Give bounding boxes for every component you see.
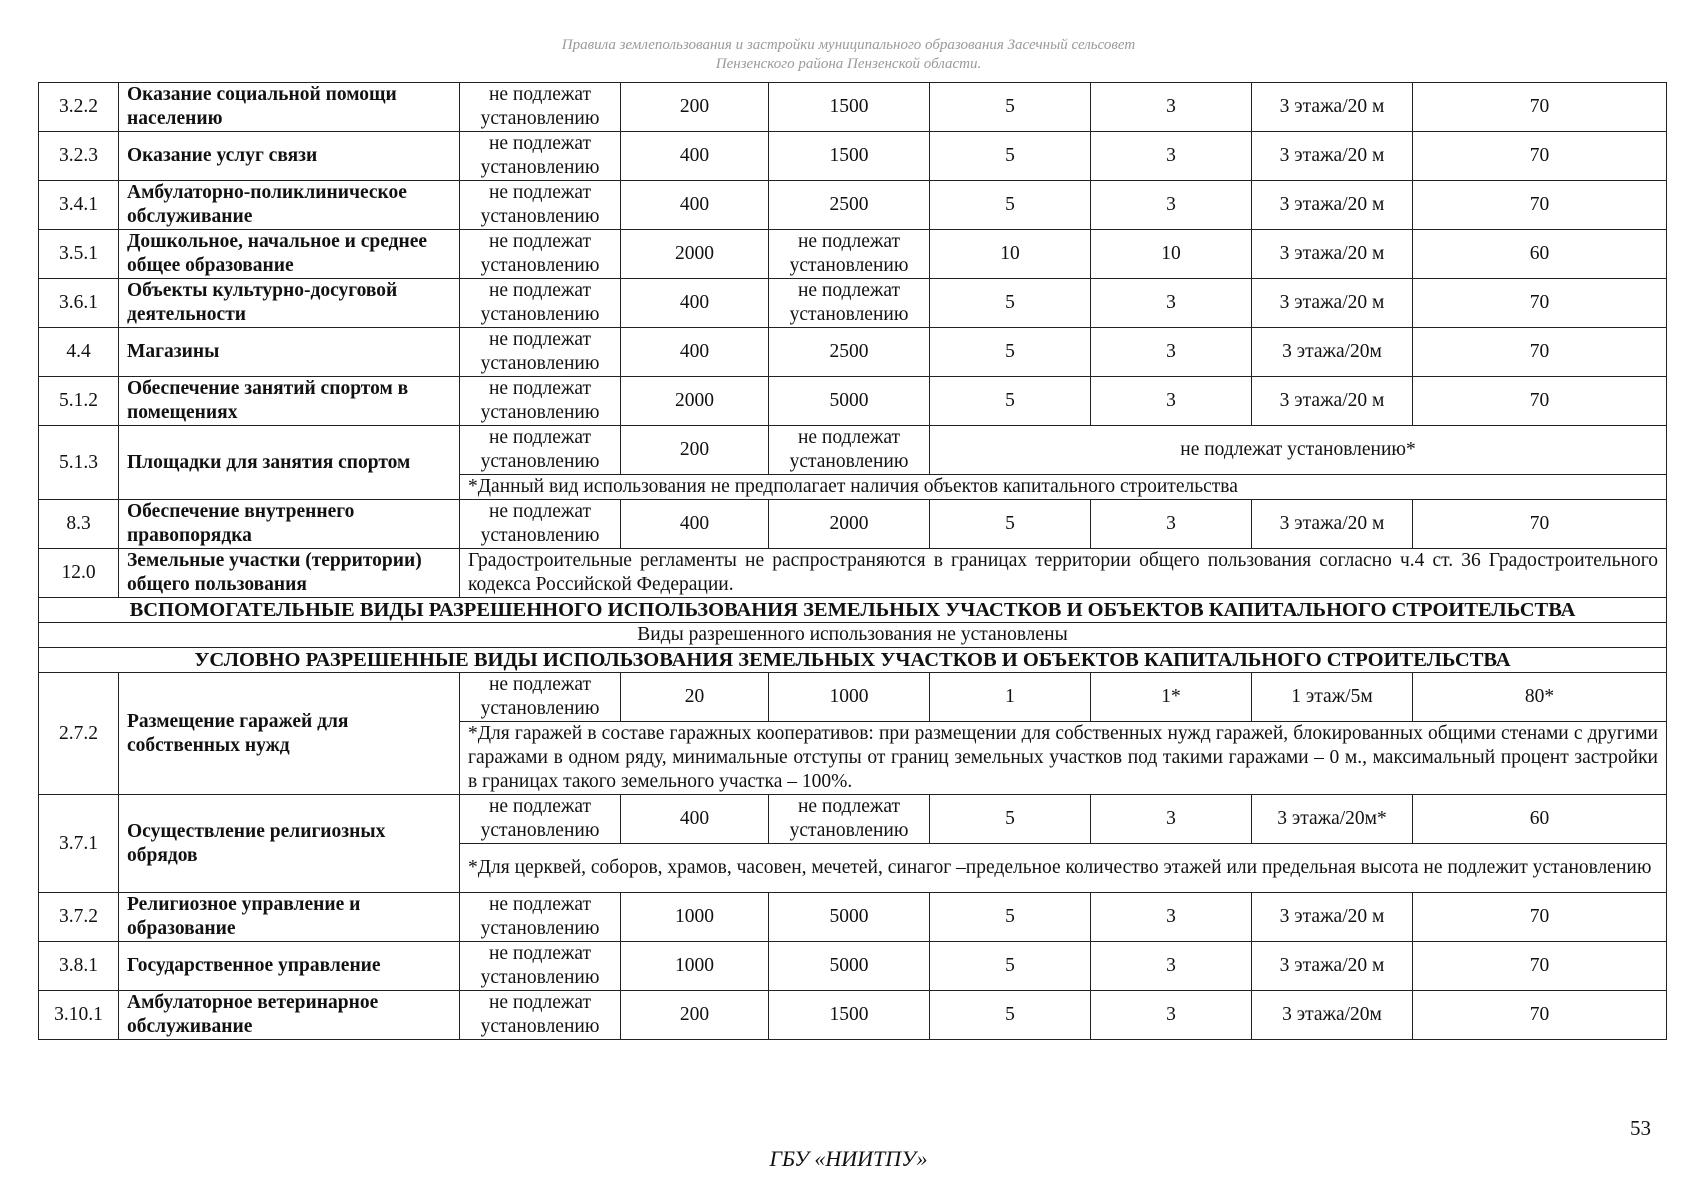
row-indent-front: 5 <box>930 795 1091 844</box>
row-min-width: не подлежат установлению <box>460 83 621 132</box>
row-min-width: не подлежат установлению <box>460 377 621 426</box>
row-code: 12.0 <box>39 549 119 598</box>
row-indent-other: 3 <box>1091 181 1252 230</box>
row-name: Обеспечение внутреннего правопорядка <box>119 500 460 549</box>
row-indent-front: 5 <box>930 83 1091 132</box>
row-min-area: 400 <box>621 500 769 549</box>
row-code: 3.2.3 <box>39 132 119 181</box>
row-note: *Данный вид использования не предполагает наличия объектов капитального строительства <box>460 475 1667 500</box>
row-max-area: 2000 <box>769 500 930 549</box>
row-indent-other: 3 <box>1091 942 1252 991</box>
table-row <box>39 795 1667 844</box>
table-row <box>39 377 1667 426</box>
row-max-area: не подлежат установлению <box>769 230 930 279</box>
table-row <box>39 328 1667 377</box>
row-percent: 60 <box>1413 795 1667 844</box>
row-regulation-text: Градостроительные регламенты не распространяются в границах территории общего пользования согласно ч.4 ст. 36 Градостроительного кодекса Российской Федерации. <box>460 549 1667 598</box>
row-name: Объекты культурно-досуговой деятельности <box>119 279 460 328</box>
row-min-area: 400 <box>621 279 769 328</box>
row-max-area: не подлежат установлению <box>769 279 930 328</box>
row-percent: 70 <box>1413 893 1667 942</box>
row-indent-other: 3 <box>1091 132 1252 181</box>
row-max-area: 5000 <box>769 893 930 942</box>
row-max-area: 5000 <box>769 377 930 426</box>
row-height: 3 этажа/20 м <box>1252 230 1413 279</box>
row-height: 3 этажа/20 м <box>1252 377 1413 426</box>
row-indent-other: 3 <box>1091 328 1252 377</box>
row-height: 1 этаж/5м <box>1252 673 1413 722</box>
row-height: 3 этажа/20 м <box>1252 500 1413 549</box>
row-min-area: 1000 <box>621 893 769 942</box>
row-min-width: не подлежат установлению <box>460 328 621 377</box>
row-name: Религиозное управление и образование <box>119 893 460 942</box>
running-header-line2: Пензенского района Пензенской области. <box>715 56 982 72</box>
row-indent-front: 5 <box>930 328 1091 377</box>
row-height: 3 этажа/20 м <box>1252 132 1413 181</box>
row-min-area: 20 <box>621 673 769 722</box>
row-code: 3.5.1 <box>39 230 119 279</box>
section-heading-conditional: УСЛОВНО РАЗРЕШЕННЫЕ ВИДЫ ИСПОЛЬЗОВАНИЯ ЗЕМЕЛЬНЫХ УЧАСТКОВ И ОБЪЕКТОВ КАПИТАЛЬНОГО СТРОИТЕЛЬСТВА <box>39 648 1667 673</box>
row-max-area: 1500 <box>769 991 930 1040</box>
row-min-area: 200 <box>621 991 769 1040</box>
row-indent-other: 3 <box>1091 991 1252 1040</box>
row-code: 3.6.1 <box>39 279 119 328</box>
row-indent-front: 5 <box>930 942 1091 991</box>
table-row <box>39 673 1667 722</box>
row-min-width: не подлежат установлению <box>460 673 621 722</box>
row-note: *Для гаражей в составе гаражных кооперативов: при размещении для собственных нужд гаражей, блокированных общими стенами с другими гаражами в одном ряду, минимальные отступы от границ земельных участков под такими гаражами – 0 м., максимальный процент застройки в границах такого земельного участка – 100%. <box>460 722 1667 795</box>
row-max-area: 1000 <box>769 673 930 722</box>
row-name: Оказание социальной помощи населению <box>119 83 460 132</box>
row-height: 3 этажа/20м <box>1252 991 1413 1040</box>
row-indent-front: 10 <box>930 230 1091 279</box>
row-indent-other: 10 <box>1091 230 1252 279</box>
row-percent: 70 <box>1413 377 1667 426</box>
row-min-width: не подлежат установлению <box>460 942 621 991</box>
row-name: Дошкольное, начальное и среднее общее образование <box>119 230 460 279</box>
row-indent-other: 3 <box>1091 893 1252 942</box>
row-min-area: 400 <box>621 328 769 377</box>
row-code: 3.4.1 <box>39 181 119 230</box>
row-name: Оказание услуг связи <box>119 132 460 181</box>
row-name: Размещение гаражей для собственных нужд <box>119 673 460 795</box>
row-min-width: не подлежат установлению <box>460 426 621 475</box>
row-percent: 60 <box>1413 230 1667 279</box>
row-name: Магазины <box>119 328 460 377</box>
row-min-area: 400 <box>621 132 769 181</box>
row-min-area: 2000 <box>621 230 769 279</box>
row-min-area: 400 <box>621 181 769 230</box>
row-indent-other: 3 <box>1091 500 1252 549</box>
row-min-width: не подлежат установлению <box>460 132 621 181</box>
row-name: Амбулаторное ветеринарное обслуживание <box>119 991 460 1040</box>
row-indent-front: 5 <box>930 279 1091 328</box>
row-height: 3 этажа/20 м <box>1252 942 1413 991</box>
row-code: 4.4 <box>39 328 119 377</box>
table-row <box>39 942 1667 991</box>
row-code: 8.3 <box>39 500 119 549</box>
row-name: Земельные участки (территории) общего пользования <box>119 549 460 598</box>
row-height: 3 этажа/20м <box>1252 328 1413 377</box>
row-height: 3 этажа/20 м <box>1252 181 1413 230</box>
row-indent-front: 1 <box>930 673 1091 722</box>
row-indent-other: 1* <box>1091 673 1252 722</box>
row-name: Осуществление религиозных обрядов <box>119 795 460 893</box>
row-merged-params: не подлежат установлению* <box>930 426 1667 475</box>
row-min-width: не подлежат установлению <box>460 795 621 844</box>
table-row <box>39 132 1667 181</box>
row-min-width: не подлежат установлению <box>460 500 621 549</box>
row-percent: 70 <box>1413 181 1667 230</box>
table-row <box>39 991 1667 1040</box>
row-percent: 70 <box>1413 328 1667 377</box>
row-max-area: не подлежат установлению <box>769 795 930 844</box>
row-indent-front: 5 <box>930 181 1091 230</box>
table-row <box>39 181 1667 230</box>
row-code: 5.1.2 <box>39 377 119 426</box>
row-height: 3 этажа/20 м <box>1252 83 1413 132</box>
row-percent: 70 <box>1413 132 1667 181</box>
row-indent-front: 5 <box>930 377 1091 426</box>
row-min-width: не подлежат установлению <box>460 279 621 328</box>
row-indent-front: 5 <box>930 500 1091 549</box>
table-row <box>39 500 1667 549</box>
row-name: Амбулаторно-поликлиническое обслуживание <box>119 181 460 230</box>
row-max-area: 1500 <box>769 83 930 132</box>
table-row <box>39 893 1667 942</box>
row-indent-other: 3 <box>1091 83 1252 132</box>
footer-org: ГБУ «НИИТПУ» <box>769 1146 928 1171</box>
row-name: Государственное управление <box>119 942 460 991</box>
row-min-area: 400 <box>621 795 769 844</box>
row-height: 3 этажа/20м* <box>1252 795 1413 844</box>
row-min-area: 200 <box>621 426 769 475</box>
section-heading-row <box>39 648 1667 673</box>
row-name: Площадки для занятия спортом <box>119 426 460 500</box>
table-row <box>39 230 1667 279</box>
row-code: 3.10.1 <box>39 991 119 1040</box>
table-row <box>39 426 1667 475</box>
row-max-area: 2500 <box>769 181 930 230</box>
section-heading-row <box>39 598 1667 623</box>
table-row <box>39 549 1667 598</box>
row-percent: 80* <box>1413 673 1667 722</box>
row-max-area: не подлежат установлению <box>769 426 930 475</box>
row-indent-other: 3 <box>1091 279 1252 328</box>
page-number: 53 <box>1630 1116 1651 1140</box>
row-indent-other: 3 <box>1091 377 1252 426</box>
row-code: 3.8.1 <box>39 942 119 991</box>
row-min-width: не подлежат установлению <box>460 181 621 230</box>
row-note: *Для церквей, соборов, храмов, часовен, мечетей, синагог –предельное количество этажей или предельная высота не подлежит установлению <box>460 844 1667 893</box>
row-height: 3 этажа/20 м <box>1252 279 1413 328</box>
row-code: 3.7.1 <box>39 795 119 893</box>
row-percent: 70 <box>1413 83 1667 132</box>
row-min-width: не подлежат установлению <box>460 991 621 1040</box>
table-row <box>39 83 1667 132</box>
row-max-area: 1500 <box>769 132 930 181</box>
row-max-area: 5000 <box>769 942 930 991</box>
row-indent-front: 5 <box>930 893 1091 942</box>
regulations-table <box>38 82 1667 1040</box>
row-code: 5.1.3 <box>39 426 119 500</box>
table-row <box>39 279 1667 328</box>
row-min-width: не подлежат установлению <box>460 230 621 279</box>
section-heading-auxiliary: ВСПОМОГАТЕЛЬНЫЕ ВИДЫ РАЗРЕШЕННОГО ИСПОЛЬЗОВАНИЯ ЗЕМЕЛЬНЫХ УЧАСТКОВ И ОБЪЕКТОВ КАПИТАЛЬНОГО СТРОИТЕЛЬСТВА <box>39 598 1667 623</box>
row-min-width: не подлежат установлению <box>460 893 621 942</box>
row-percent: 70 <box>1413 500 1667 549</box>
row-code: 3.2.2 <box>39 83 119 132</box>
row-min-area: 2000 <box>621 377 769 426</box>
row-percent: 70 <box>1413 942 1667 991</box>
row-indent-front: 5 <box>930 132 1091 181</box>
section-info-row <box>39 623 1667 648</box>
row-min-area: 200 <box>621 83 769 132</box>
row-height: 3 этажа/20 м <box>1252 893 1413 942</box>
row-percent: 70 <box>1413 991 1667 1040</box>
row-code: 3.7.2 <box>39 893 119 942</box>
row-code: 2.7.2 <box>39 673 119 795</box>
running-header <box>0 36 1697 74</box>
row-max-area: 2500 <box>769 328 930 377</box>
row-percent: 70 <box>1413 279 1667 328</box>
row-name: Обеспечение занятий спортом в помещениях <box>119 377 460 426</box>
auxiliary-none-text: Виды разрешенного использования не установлены <box>39 623 1667 648</box>
row-indent-front: 5 <box>930 991 1091 1040</box>
running-header-line1: Правила землепользования и застройки муниципального образования Засечный сельсовет <box>561 37 1136 53</box>
row-indent-other: 3 <box>1091 795 1252 844</box>
row-min-area: 1000 <box>621 942 769 991</box>
